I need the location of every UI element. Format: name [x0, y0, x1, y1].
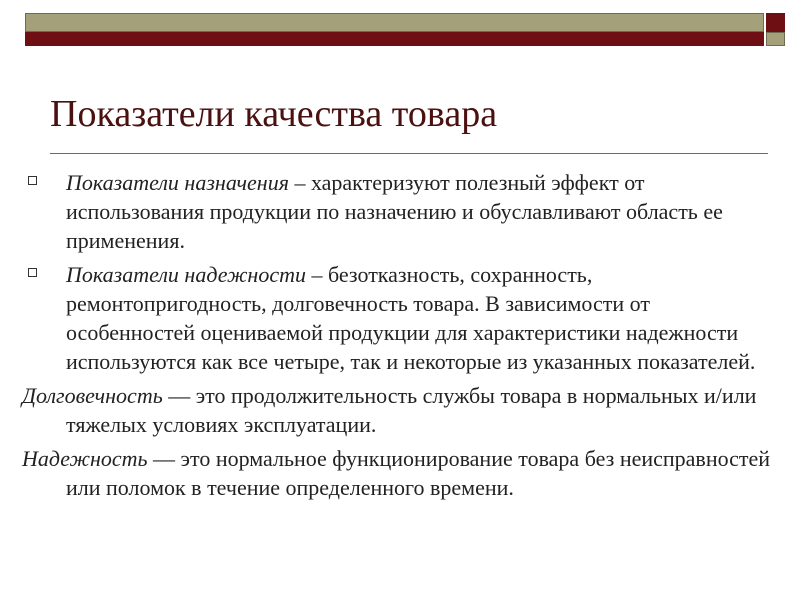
definition-term: Долговечность [22, 383, 163, 408]
square-bullet-icon [28, 176, 37, 185]
bullet-item [22, 168, 782, 255]
bullet-term: Показатели надежности [66, 262, 306, 287]
square-bullet-icon [28, 268, 37, 277]
definition-paragraph [22, 381, 782, 439]
bullet-text: – характеризуют полезный эффект от использования продукции по назначению и обуславливают область ее применения. [66, 170, 723, 253]
bullet-text: – безотказность, сохранность, ремонтопригодность, долговечность товара. В зависимости от особенностей оцениваемой продукции для характеристики надежности используются как все четыре, так и некоторые из указанных показателей. [66, 262, 756, 374]
slide-body [22, 168, 782, 507]
title-divider [50, 153, 768, 154]
definition-paragraph [22, 444, 782, 502]
definition-term: Надежность [22, 446, 148, 471]
decorative-maroon-bar [25, 32, 764, 46]
decorative-olive-bar [25, 13, 764, 32]
header-decoration [0, 0, 800, 50]
definition-text: — это нормальное функционирование товара без неисправностей или поломок в течение определенного времени. [66, 446, 771, 500]
bullet-term: Показатели назначения [66, 170, 289, 195]
bullet-item [22, 260, 782, 376]
definition-text: — это продолжительность службы товара в нормальных и/или тяжелых условиях эксплуатации. [66, 383, 757, 437]
decorative-maroon-square [766, 13, 785, 32]
decorative-olive-square [766, 32, 785, 46]
slide-title: Показатели качества товара [50, 93, 498, 135]
